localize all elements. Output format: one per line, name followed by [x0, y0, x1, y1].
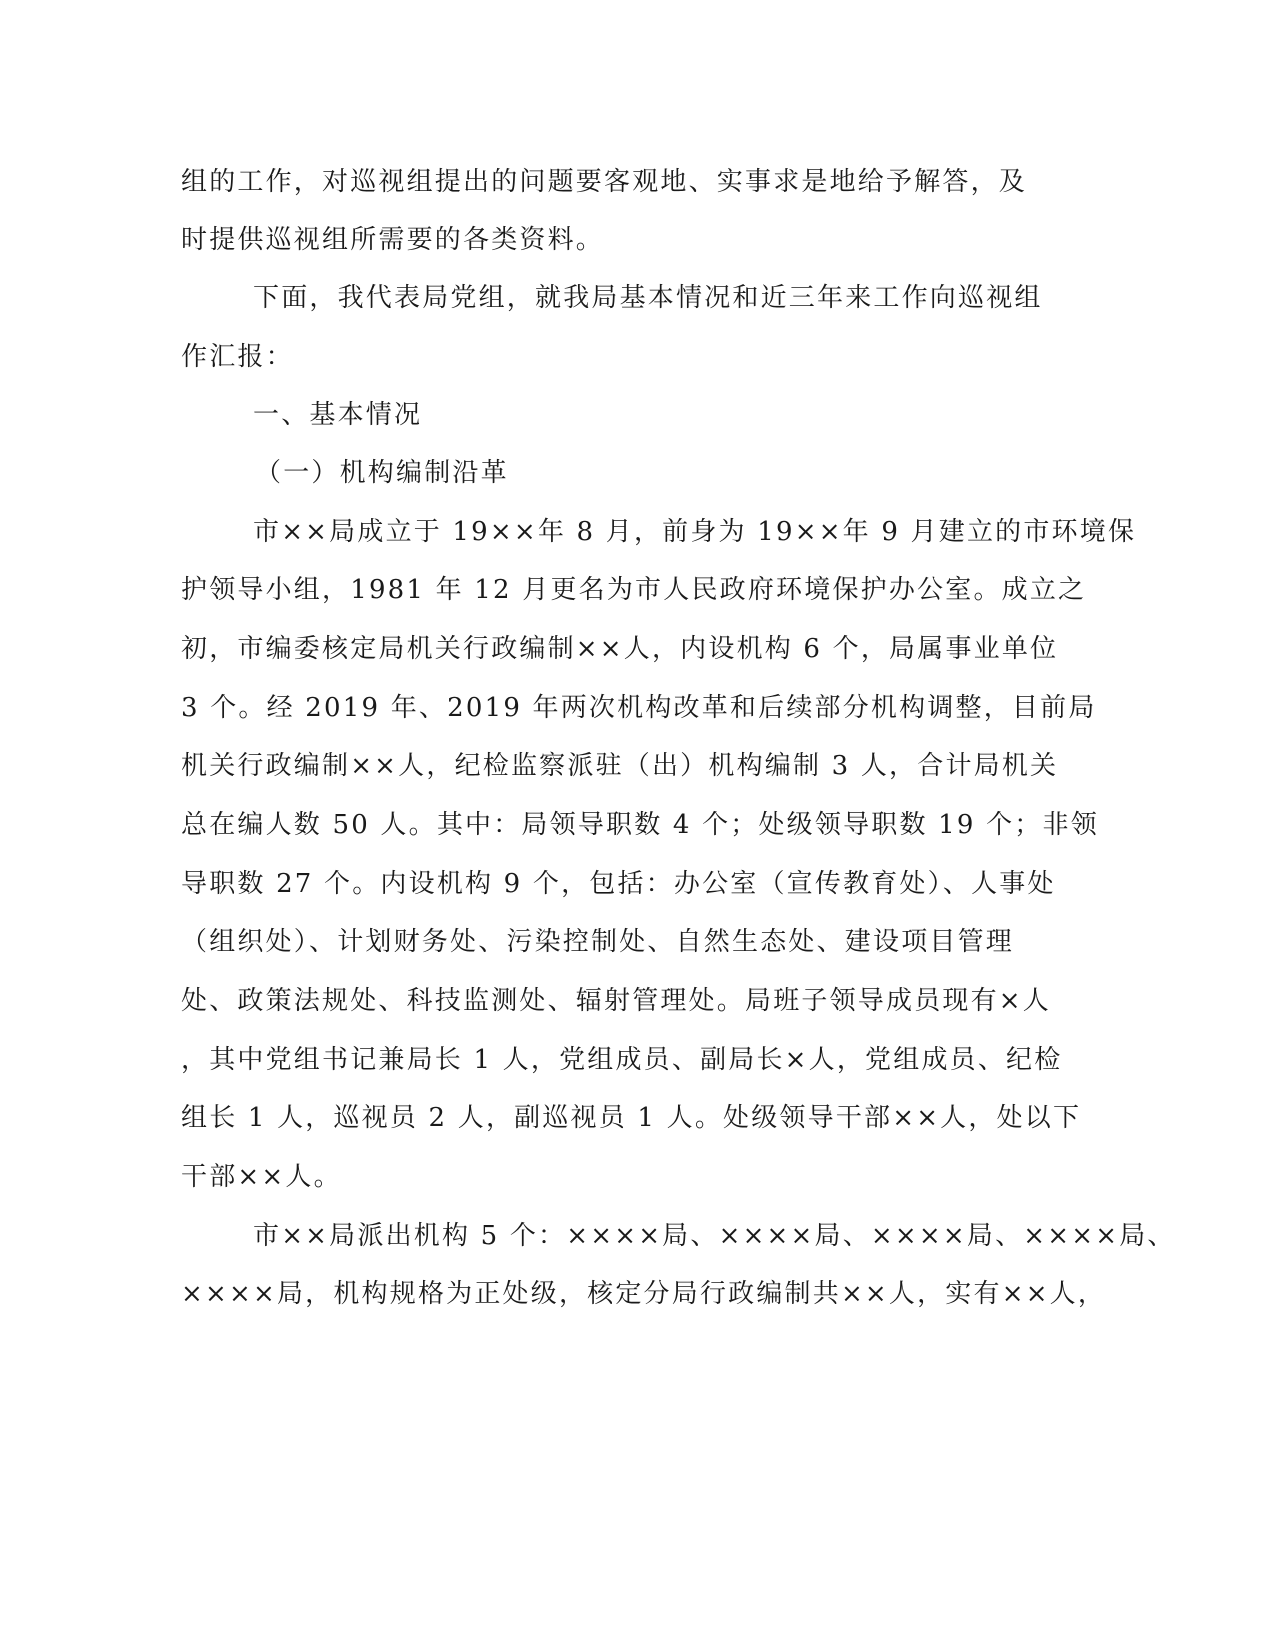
- text-line: 护领导小组，1981 年 12 月更名为市人民政府环境保护办公室。成立之: [181, 575, 1087, 605]
- text-line: 导职数 27 个。内设机构 9 个，包括：办公室（宣传教育处）、人事处: [181, 869, 1056, 899]
- text-line: 总在编人数 50 人。其中：局领导职数 4 个；处级领导职数 19 个；非领: [181, 810, 1099, 840]
- text-line: 干部××人。: [181, 1162, 342, 1192]
- text-line: 作汇报：: [181, 342, 294, 372]
- subsection-heading: （一）机构编制沿革: [255, 458, 509, 488]
- text-line: （组织处）、计划财务处、污染控制处、自然生态处、建设项目管理: [181, 927, 1015, 957]
- text-line: 处、政策法规处、科技监测处、辐射管理处。局班子领导成员现有×人: [181, 986, 1051, 1016]
- text-line: 组长 1 人，巡视员 2 人，副巡视员 1 人。处级领导干部××人，处以下: [181, 1103, 1082, 1133]
- text-line: ，其中党组书记兼局长 1 人，党组成员、副局长×人，党组成员、纪检: [181, 1045, 1063, 1075]
- section-heading: 一、基本情况: [253, 400, 423, 430]
- text-line: 机关行政编制××人，纪检监察派驻（出）机构编制 3 人，合计局机关: [181, 751, 1059, 781]
- paragraph-start-line: 市××局成立于 19××年 8 月，前身为 19××年 9 月建立的市环境保: [253, 517, 1137, 547]
- text-line: 3 个。经 2019 年、2019 年两次机构改革和后续部分机构调整，目前局: [181, 693, 1097, 723]
- paragraph-start-line: 下面，我代表局党组，就我局基本情况和近三年来工作向巡视组: [253, 283, 1043, 313]
- text-line: 组的工作，对巡视组提出的问题要客观地、实事求是地给予解答，及: [181, 167, 1028, 197]
- text-line: 时提供巡视组所需要的各类资料。: [181, 225, 605, 255]
- text-line: 初，市编委核定局机关行政编制××人，内设机构 6 个，局属事业单位: [181, 634, 1059, 664]
- paragraph-start-line: 市××局派出机构 5 个：××××局、××××局、××××局、××××局、: [253, 1221, 1176, 1251]
- text-line: ××××局，机构规格为正处级，核定分局行政编制共××人，实有××人，: [181, 1279, 1107, 1309]
